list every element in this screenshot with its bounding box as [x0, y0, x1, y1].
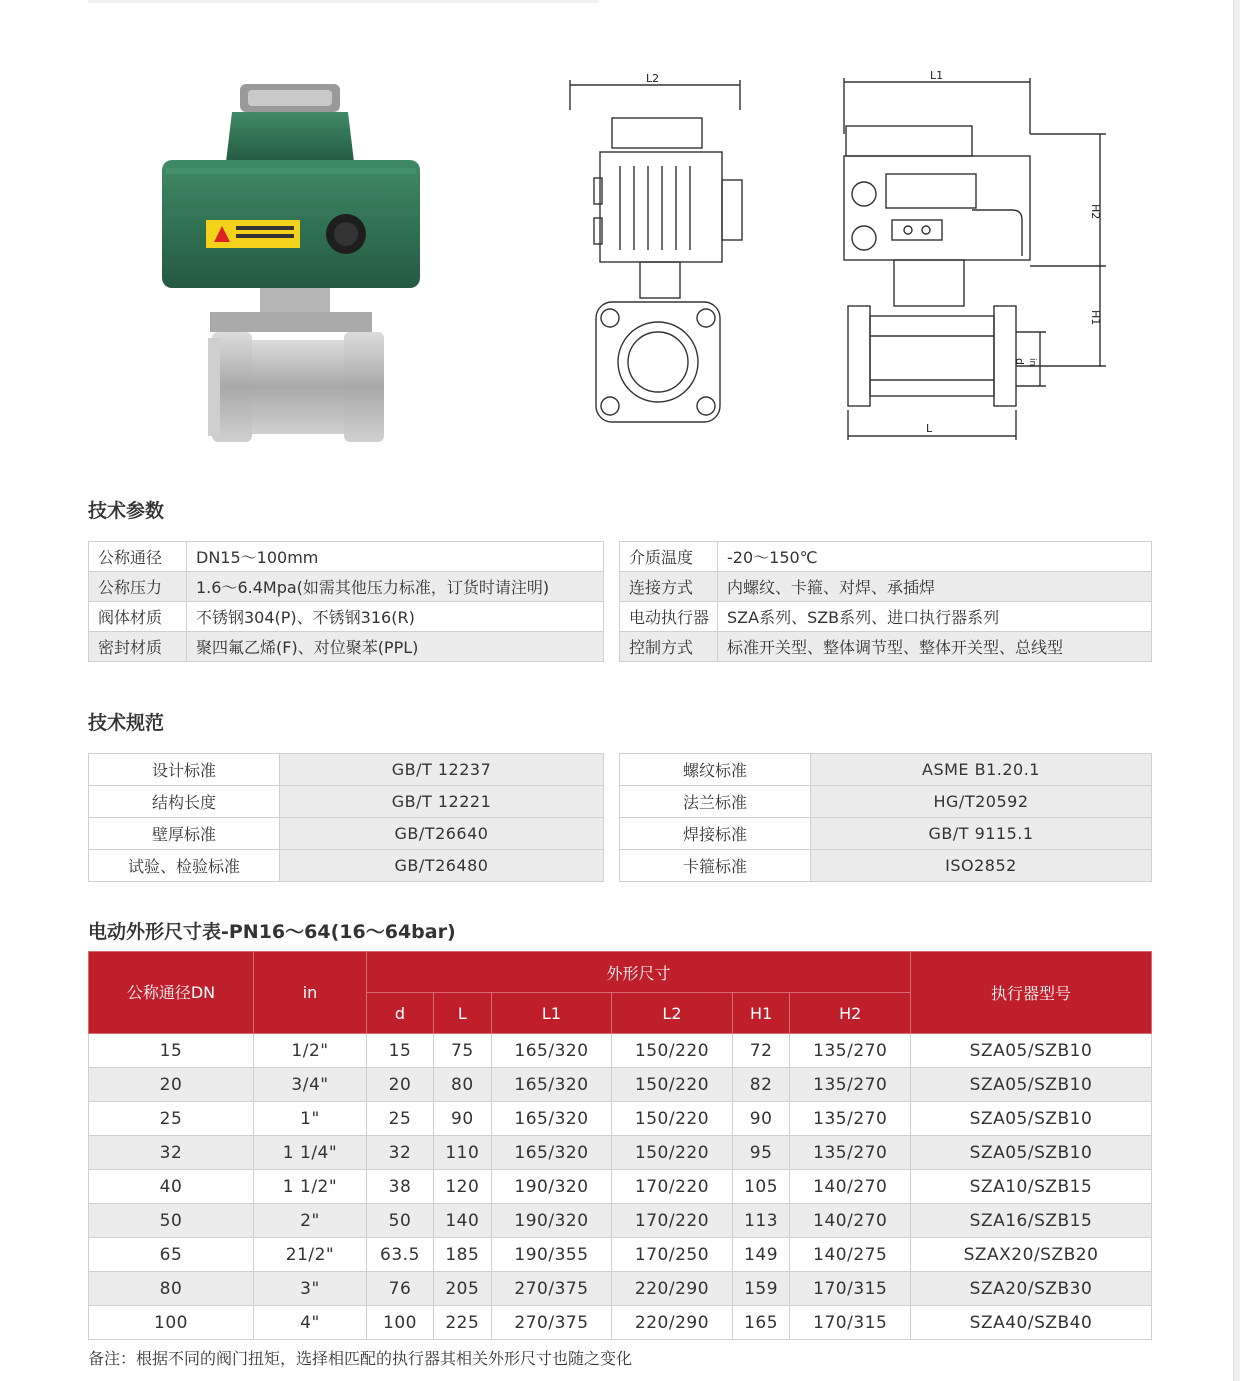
cell-d: 76 — [367, 1272, 434, 1306]
cell-L1: 190/320 — [491, 1170, 612, 1204]
cell-d: 20 — [367, 1068, 434, 1102]
cell-dn: 25 — [89, 1102, 254, 1136]
standard-value: GB/T 12237 — [280, 754, 604, 786]
cell-L2: 150/220 — [612, 1034, 733, 1068]
cell-H1: 90 — [732, 1102, 790, 1136]
cell-L2: 150/220 — [612, 1136, 733, 1170]
standard-value: GB/T 12221 — [280, 786, 604, 818]
cell-L1: 165/320 — [491, 1034, 612, 1068]
cell-L2: 150/220 — [612, 1102, 733, 1136]
table-row — [620, 632, 1152, 662]
footnote: 备注：根据不同的阀门扭矩，选择相匹配的执行器其相关外形尺寸也随之变化 — [88, 1349, 633, 1368]
cell-L1: 190/355 — [491, 1238, 612, 1272]
cell-L1: 270/375 — [491, 1272, 612, 1306]
table-row — [89, 1068, 1152, 1102]
param-key: 控制方式 — [620, 632, 718, 662]
standard-key: 卡箍标准 — [620, 850, 811, 882]
cell-L: 90 — [433, 1102, 491, 1136]
cell-d: 38 — [367, 1170, 434, 1204]
params-table-right — [619, 541, 1152, 662]
table-row — [620, 754, 1152, 786]
table-row — [89, 1034, 1152, 1068]
cell-actuator: SZA40/SZB40 — [911, 1306, 1152, 1340]
cell-L2: 150/220 — [612, 1068, 733, 1102]
table-row — [89, 1170, 1152, 1204]
cell-H1: 82 — [732, 1068, 790, 1102]
header-H2: H2 — [790, 993, 911, 1034]
param-value: 内螺纹、卡箍、对焊、承插焊 — [718, 572, 1152, 602]
table-row — [89, 602, 604, 632]
header-in: in — [254, 952, 367, 1034]
table-row — [89, 1204, 1152, 1238]
cell-in: 4" — [254, 1306, 367, 1340]
dim-label-L: L — [926, 422, 933, 435]
cell-d: 32 — [367, 1136, 434, 1170]
cell-H1: 105 — [732, 1170, 790, 1204]
param-value: -20～150℃ — [718, 542, 1152, 572]
param-key: 阀体材质 — [89, 602, 187, 632]
standard-key: 螺纹标准 — [620, 754, 811, 786]
cell-in: 21/2" — [254, 1238, 367, 1272]
cell-H1: 72 — [732, 1034, 790, 1068]
cell-L: 80 — [433, 1068, 491, 1102]
cell-L: 110 — [433, 1136, 491, 1170]
cell-L2: 170/220 — [612, 1170, 733, 1204]
param-value: 1.6～6.4Mpa(如需其他压力标准，订货时请注明) — [187, 572, 604, 602]
cell-L2: 170/250 — [612, 1238, 733, 1272]
table-row — [89, 1102, 1152, 1136]
dim-label-L1: L1 — [930, 70, 944, 82]
dim-label-d: d — [1013, 358, 1026, 365]
cell-H2: 135/270 — [790, 1102, 911, 1136]
table-row — [89, 1306, 1152, 1340]
table-row — [620, 542, 1152, 572]
cell-in: 1/2" — [254, 1034, 367, 1068]
cell-L: 75 — [433, 1034, 491, 1068]
cell-H2: 140/270 — [790, 1204, 911, 1238]
param-value: SZA系列、SZB系列、进口执行器系列 — [718, 602, 1152, 632]
cell-H1: 165 — [732, 1306, 790, 1340]
standard-value: GB/T26480 — [280, 850, 604, 882]
standard-value: GB/T 9115.1 — [811, 818, 1152, 850]
header-L: L — [433, 993, 491, 1034]
product-illustrations — [140, 70, 1140, 450]
header-L1: L1 — [491, 993, 612, 1034]
cell-dn: 32 — [89, 1136, 254, 1170]
cell-dn: 40 — [89, 1170, 254, 1204]
valve-product-photo — [140, 80, 460, 450]
cell-H2: 140/270 — [790, 1170, 911, 1204]
standard-key: 法兰标准 — [620, 786, 811, 818]
standards-section-title: 技术规范 — [88, 712, 165, 734]
dimensions-table — [88, 951, 1152, 1340]
cell-H2: 140/275 — [790, 1238, 911, 1272]
dim-label-H2: H2 — [1089, 204, 1102, 220]
param-key: 公称通径 — [89, 542, 187, 572]
cell-actuator: SZA05/SZB10 — [911, 1102, 1152, 1136]
dim-label-H1: H1 — [1089, 310, 1102, 326]
cell-d: 25 — [367, 1102, 434, 1136]
header-dn: 公称通径DN — [89, 952, 254, 1034]
standards-table-right — [619, 753, 1152, 882]
cell-actuator: SZA05/SZB10 — [911, 1068, 1152, 1102]
table-row — [89, 754, 604, 786]
table-row — [620, 602, 1152, 632]
cell-actuator: SZA05/SZB10 — [911, 1136, 1152, 1170]
header-H1: H1 — [732, 993, 790, 1034]
param-key: 密封材质 — [89, 632, 187, 662]
standard-value: GB/T26640 — [280, 818, 604, 850]
cell-actuator: SZA10/SZB15 — [911, 1170, 1152, 1204]
standard-key: 试验、检验标准 — [89, 850, 280, 882]
cell-d: 63.5 — [367, 1238, 434, 1272]
table-row — [89, 850, 604, 882]
cell-L: 225 — [433, 1306, 491, 1340]
cell-in: 3" — [254, 1272, 367, 1306]
param-key: 电动执行器 — [620, 602, 718, 632]
front-view-drawing — [560, 70, 760, 440]
cell-L1: 165/320 — [491, 1102, 612, 1136]
cell-H2: 170/315 — [790, 1272, 911, 1306]
cell-H1: 113 — [732, 1204, 790, 1238]
standard-key: 壁厚标准 — [89, 818, 280, 850]
standards-table-left — [88, 753, 604, 882]
cell-dn: 65 — [89, 1238, 254, 1272]
header-d: d — [367, 993, 434, 1034]
standard-key: 设计标准 — [89, 754, 280, 786]
dim-label-in: in — [1027, 358, 1037, 367]
cell-L1: 165/320 — [491, 1068, 612, 1102]
cell-actuator: SZAX20/SZB20 — [911, 1238, 1152, 1272]
params-table-left — [88, 541, 604, 662]
standard-key: 焊接标准 — [620, 818, 811, 850]
param-value: 不锈钢304(P)、不锈钢316(R) — [187, 602, 604, 632]
dim-label-L2: L2 — [646, 72, 660, 85]
cell-L1: 165/320 — [491, 1136, 612, 1170]
page-edge — [1233, 0, 1240, 1381]
table-row — [89, 542, 604, 572]
cell-d: 15 — [367, 1034, 434, 1068]
params-section-title: 技术参数 — [88, 500, 165, 522]
top-divider — [88, 0, 598, 3]
cell-H1: 149 — [732, 1238, 790, 1272]
standard-value: HG/T20592 — [811, 786, 1152, 818]
cell-L: 120 — [433, 1170, 491, 1204]
standard-value: ISO2852 — [811, 850, 1152, 882]
cell-L2: 220/290 — [612, 1306, 733, 1340]
cell-L1: 270/375 — [491, 1306, 612, 1340]
cell-actuator: SZA05/SZB10 — [911, 1034, 1152, 1068]
cell-dn: 80 — [89, 1272, 254, 1306]
side-view-drawing — [830, 70, 1130, 440]
cell-in: 1" — [254, 1102, 367, 1136]
param-key: 连接方式 — [620, 572, 718, 602]
cell-H2: 170/315 — [790, 1306, 911, 1340]
cell-H1: 159 — [732, 1272, 790, 1306]
cell-dn: 100 — [89, 1306, 254, 1340]
table-row — [89, 572, 604, 602]
param-value: 聚四氟乙烯(F)、对位聚苯(PPL) — [187, 632, 604, 662]
cell-dn: 50 — [89, 1204, 254, 1238]
dimensions-table-body — [89, 1034, 1152, 1340]
cell-L1: 190/320 — [491, 1204, 612, 1238]
table-row — [89, 786, 604, 818]
table-row — [620, 818, 1152, 850]
cell-in: 3/4" — [254, 1068, 367, 1102]
table-row — [89, 1272, 1152, 1306]
param-key: 公称压力 — [89, 572, 187, 602]
table-row — [620, 850, 1152, 882]
table-row — [620, 572, 1152, 602]
table-row — [89, 1238, 1152, 1272]
table-row — [620, 786, 1152, 818]
cell-in: 1 1/4" — [254, 1136, 367, 1170]
cell-H2: 135/270 — [790, 1136, 911, 1170]
cell-H2: 135/270 — [790, 1068, 911, 1102]
cell-in: 2" — [254, 1204, 367, 1238]
cell-actuator: SZA16/SZB15 — [911, 1204, 1152, 1238]
header-dimensions-group: 外形尺寸 — [367, 952, 911, 993]
table-row — [89, 1136, 1152, 1170]
cell-d: 100 — [367, 1306, 434, 1340]
param-key: 介质温度 — [620, 542, 718, 572]
cell-in: 1 1/2" — [254, 1170, 367, 1204]
cell-H2: 135/270 — [790, 1034, 911, 1068]
cell-dn: 20 — [89, 1068, 254, 1102]
dimensions-section-title: 电动外形尺寸表-PN16～64(16～64bar) — [88, 921, 456, 943]
cell-actuator: SZA20/SZB30 — [911, 1272, 1152, 1306]
cell-d: 50 — [367, 1204, 434, 1238]
cell-L2: 220/290 — [612, 1272, 733, 1306]
standard-key: 结构长度 — [89, 786, 280, 818]
cell-L: 185 — [433, 1238, 491, 1272]
param-value: DN15～100mm — [187, 542, 604, 572]
table-row — [89, 818, 604, 850]
standard-value: ASME B1.20.1 — [811, 754, 1152, 786]
cell-H1: 95 — [732, 1136, 790, 1170]
table-row — [89, 632, 604, 662]
cell-L2: 170/220 — [612, 1204, 733, 1238]
header-actuator: 执行器型号 — [911, 952, 1152, 1034]
cell-L: 140 — [433, 1204, 491, 1238]
header-L2: L2 — [612, 993, 733, 1034]
param-value: 标准开关型、整体调节型、整体开关型、总线型 — [718, 632, 1152, 662]
cell-L: 205 — [433, 1272, 491, 1306]
cell-dn: 15 — [89, 1034, 254, 1068]
